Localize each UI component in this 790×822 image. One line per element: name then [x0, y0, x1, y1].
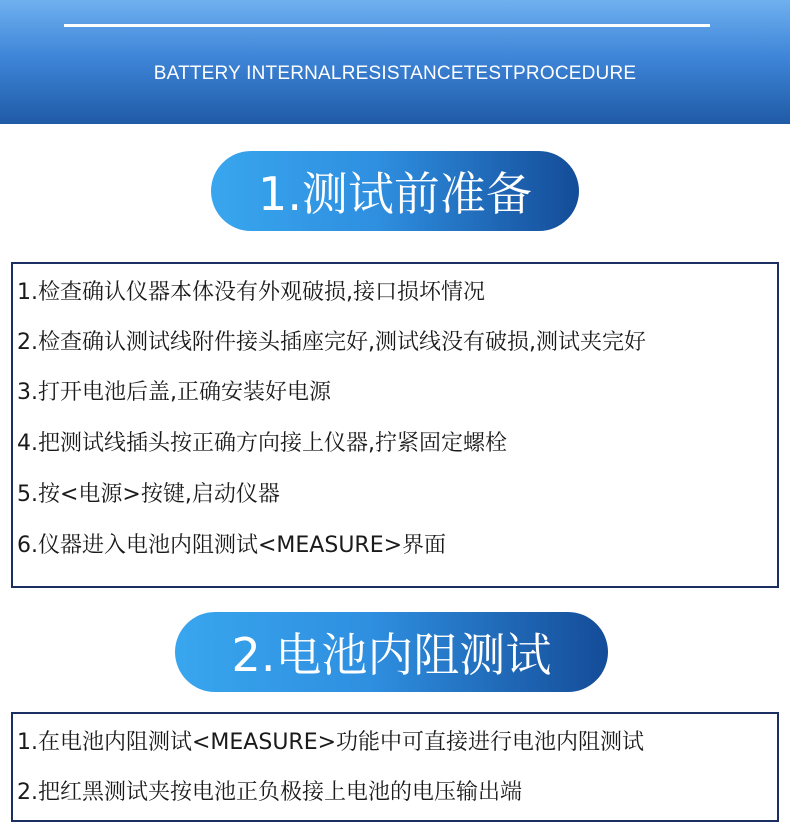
section1-step-1: 1.检查确认仪器本体没有外观破损,接口损坏情况: [17, 280, 485, 305]
section1-step-4: 4.把测试线插头按正确方向接上仪器,拧紧固定螺栓: [17, 431, 507, 456]
section2-step-1: 1.在电池内阻测试<MEASURE>功能中可直接进行电池内阻测试: [17, 730, 645, 755]
section1-step-3: 3.打开电池后盖,正确安装好电源: [17, 380, 331, 405]
header-banner: [0, 0, 790, 124]
section1-step-5: 5.按<电源>按键,启动仪器: [17, 482, 280, 507]
header-divider-line: [64, 24, 710, 27]
header-title: BATTERY INTERNALRESISTANCETESTPROCEDURE: [153, 63, 637, 84]
section1-step-2: 2.检查确认测试线附件接头插座完好,测试线没有破损,测试夹完好: [17, 330, 646, 355]
section2-step-2: 2.把红黑测试夹按电池正负极接上电池的电压输出端: [17, 780, 522, 805]
section1-step-6: 6.仪器进入电池内阻测试<MEASURE>界面: [17, 533, 447, 558]
section2-steps-box: [11, 712, 779, 822]
section1-title-pill: 1.测试前准备: [211, 151, 579, 231]
section2-title-pill: 2.电池内阻测试: [175, 612, 608, 692]
section1-steps-box: [11, 262, 779, 588]
